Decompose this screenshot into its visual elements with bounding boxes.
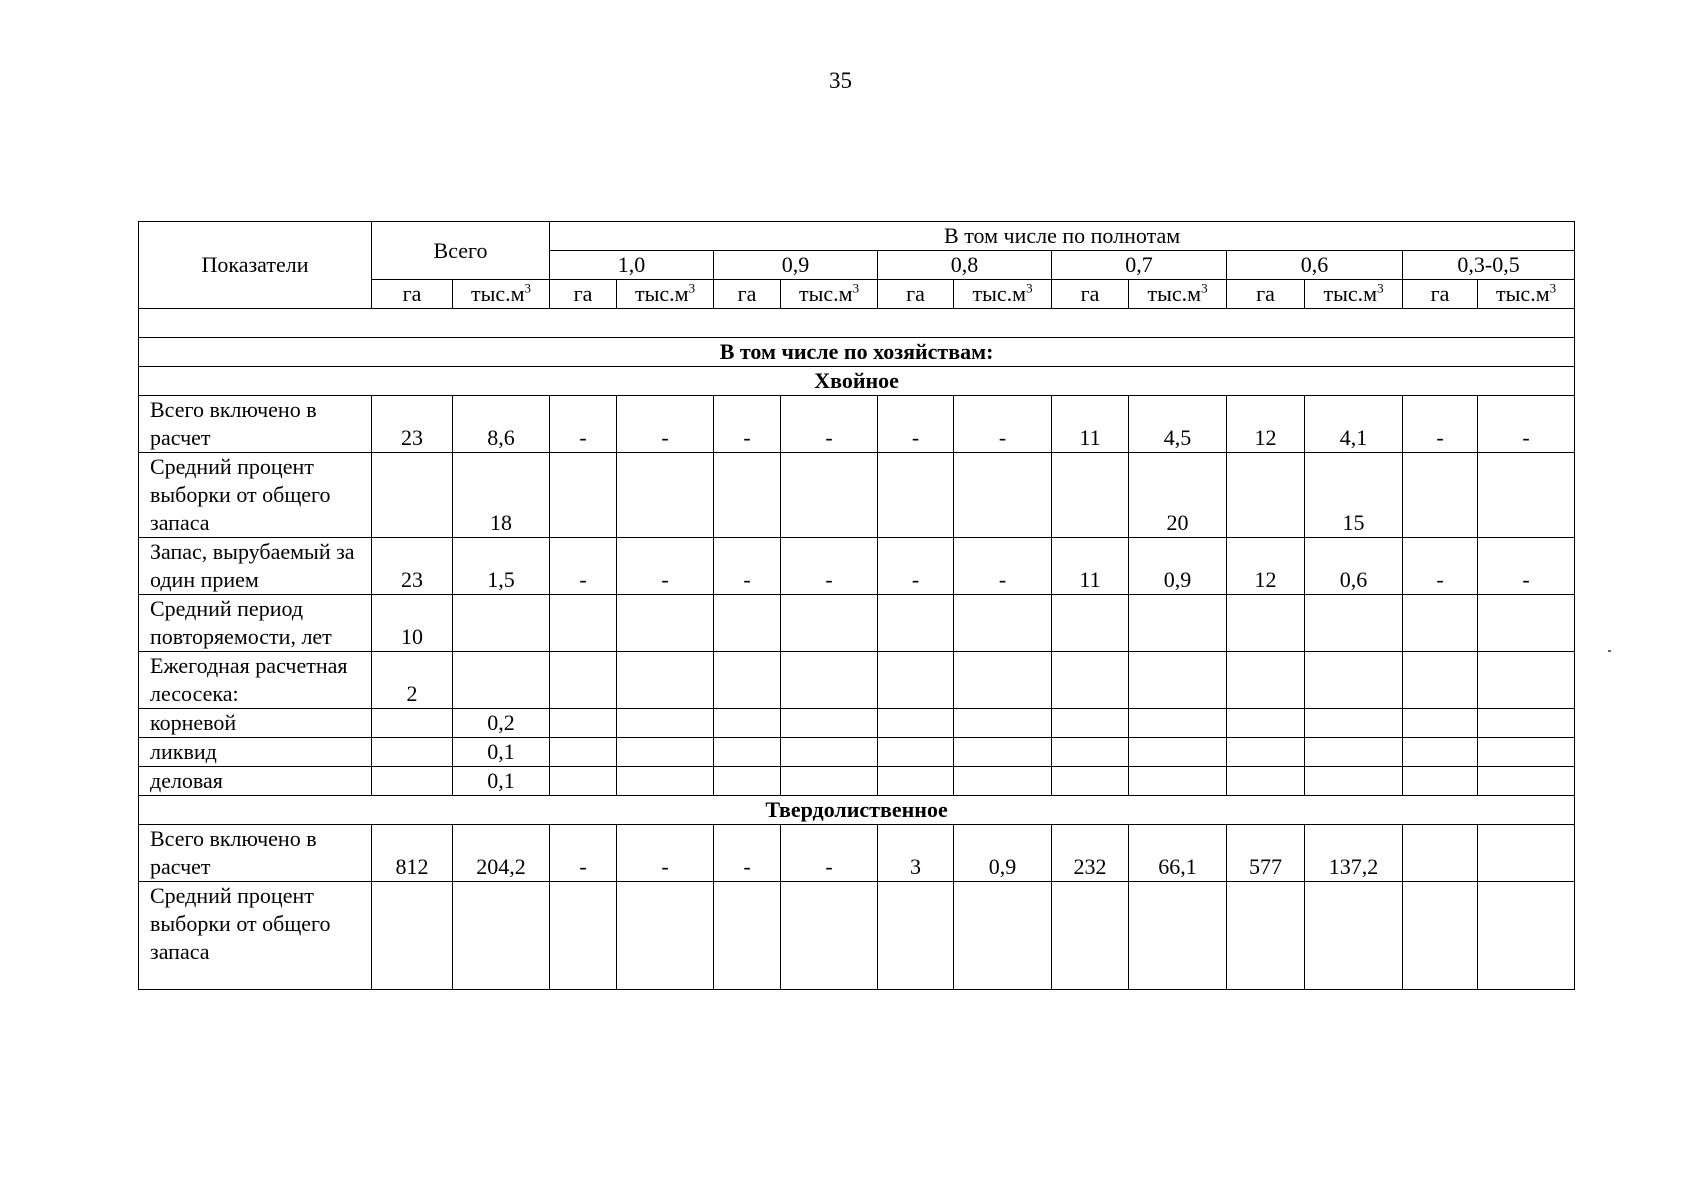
table-cell <box>617 767 714 796</box>
hardwood-body <box>139 825 1575 990</box>
table-cell <box>878 738 954 767</box>
table-cell <box>781 652 878 709</box>
table-cell: 10 <box>372 595 453 652</box>
table-cell: - <box>714 396 781 453</box>
row-label: Всего включено в расчет <box>139 825 372 882</box>
table-cell <box>1052 709 1129 738</box>
table-cell <box>1403 652 1478 709</box>
table-cell <box>1052 595 1129 652</box>
table-cell <box>878 882 954 990</box>
table-cell: 0,6 <box>1305 538 1403 595</box>
unit-ha: га <box>878 280 954 309</box>
section-by-farms: В том числе по хозяйствам: <box>139 338 1575 367</box>
table-cell <box>1052 652 1129 709</box>
table-cell: 12 <box>1227 396 1305 453</box>
table-cell <box>714 882 781 990</box>
table-cell: - <box>878 538 954 595</box>
table-cell: - <box>1478 396 1575 453</box>
table-row <box>139 453 1575 538</box>
table-row <box>139 825 1575 882</box>
table-row <box>139 767 1575 796</box>
table-cell <box>1227 767 1305 796</box>
table-cell <box>372 738 453 767</box>
table-cell <box>550 738 617 767</box>
table-cell <box>954 453 1052 538</box>
table-cell: 2 <box>372 652 453 709</box>
table-cell: - <box>781 538 878 595</box>
table-cell <box>1129 882 1227 990</box>
table-cell: - <box>1478 538 1575 595</box>
table-cell: 23 <box>372 538 453 595</box>
unit-ha: га <box>372 280 453 309</box>
table-cell: 204,2 <box>453 825 550 882</box>
table-cell: 0,1 <box>453 738 550 767</box>
table-cell <box>1305 767 1403 796</box>
table-cell <box>372 453 453 538</box>
table-cell <box>1478 738 1575 767</box>
table-cell <box>550 767 617 796</box>
table-cell: 232 <box>1052 825 1129 882</box>
scan-speck <box>1608 650 1611 652</box>
table-cell <box>878 652 954 709</box>
row-label: Средний процент выборки от общего запаса <box>139 882 372 990</box>
table-cell <box>1227 453 1305 538</box>
table-cell <box>1227 709 1305 738</box>
table-cell <box>954 652 1052 709</box>
table-cell <box>1305 595 1403 652</box>
row-label: Средний процент выборки от общего запаса <box>139 453 372 538</box>
table-cell <box>1227 738 1305 767</box>
table-row <box>139 595 1575 652</box>
unit-volume: $тыс.м^3$ <box>1478 280 1575 309</box>
header-indicators: Показатели <box>139 222 372 309</box>
table-cell <box>954 738 1052 767</box>
table-cell <box>453 652 550 709</box>
table-cell <box>1052 453 1129 538</box>
table-cell <box>954 595 1052 652</box>
table-cell: - <box>617 538 714 595</box>
row-label: Запас, вырубаемый за один прием <box>139 538 372 595</box>
table-cell <box>372 709 453 738</box>
table-cell: 8,6 <box>453 396 550 453</box>
table-cell: 23 <box>372 396 453 453</box>
unit-ha: га <box>1403 280 1478 309</box>
row-label: ликвид <box>139 738 372 767</box>
table-cell <box>1305 738 1403 767</box>
table-cell <box>1403 453 1478 538</box>
table-cell <box>372 767 453 796</box>
table-cell <box>714 738 781 767</box>
table-cell <box>550 882 617 990</box>
header-by-density: В том числе по полнотам <box>550 222 1575 251</box>
table-cell <box>1478 882 1575 990</box>
table-cell <box>878 453 954 538</box>
density-header: 0,9 <box>714 251 878 280</box>
unit-ha: га <box>1227 280 1305 309</box>
unit-volume: $тыс.м^3$ <box>781 280 878 309</box>
table-cell <box>714 709 781 738</box>
table-cell <box>617 709 714 738</box>
section-coniferous: Хвойное <box>139 367 1575 396</box>
table-cell <box>1305 652 1403 709</box>
table-cell: - <box>617 825 714 882</box>
table-cell <box>617 453 714 538</box>
table-cell: - <box>954 538 1052 595</box>
table-cell <box>878 709 954 738</box>
density-header: 1,0 <box>550 251 714 280</box>
table-cell <box>453 882 550 990</box>
table-cell <box>878 767 954 796</box>
table-cell <box>1478 652 1575 709</box>
density-header: 0,8 <box>878 251 1052 280</box>
unit-volume: $тыс.м^3$ <box>1129 280 1227 309</box>
table-cell <box>714 767 781 796</box>
table-cell <box>1403 709 1478 738</box>
table-cell <box>1403 738 1478 767</box>
table-cell <box>1305 882 1403 990</box>
table-cell: - <box>1403 396 1478 453</box>
table-cell: 0,1 <box>453 767 550 796</box>
table-cell <box>1305 709 1403 738</box>
row-label: Средний период повторяемости, лет <box>139 595 372 652</box>
row-label: деловая <box>139 767 372 796</box>
table-row <box>139 652 1575 709</box>
table-cell: 812 <box>372 825 453 882</box>
table-cell: 4,5 <box>1129 396 1227 453</box>
table-cell <box>1478 825 1575 882</box>
forest-table <box>138 221 1575 990</box>
table-cell <box>1052 882 1129 990</box>
table-cell <box>453 595 550 652</box>
table-cell: 3 <box>878 825 954 882</box>
table-row <box>139 738 1575 767</box>
table-cell <box>1129 595 1227 652</box>
row-label: корневой <box>139 709 372 738</box>
density-header: 0,6 <box>1227 251 1403 280</box>
table-cell: - <box>550 396 617 453</box>
table-cell <box>550 652 617 709</box>
table-cell <box>1227 595 1305 652</box>
table-cell <box>781 709 878 738</box>
table-cell <box>714 453 781 538</box>
table-row <box>139 709 1575 738</box>
table-cell <box>550 595 617 652</box>
unit-volume: $тыс.м^3$ <box>954 280 1052 309</box>
table-cell <box>954 882 1052 990</box>
table-cell: - <box>617 396 714 453</box>
table-cell: 577 <box>1227 825 1305 882</box>
table-cell: - <box>954 396 1052 453</box>
table-cell: - <box>550 538 617 595</box>
table-cell: 18 <box>453 453 550 538</box>
table-cell: 137,2 <box>1305 825 1403 882</box>
table-cell: - <box>714 825 781 882</box>
table-cell <box>1478 453 1575 538</box>
table-cell <box>1403 595 1478 652</box>
table-cell <box>781 453 878 538</box>
table-cell <box>1129 767 1227 796</box>
table-cell <box>1052 738 1129 767</box>
table-cell <box>954 709 1052 738</box>
table-cell <box>1478 595 1575 652</box>
page-number: 35 <box>829 68 852 93</box>
table-cell: - <box>714 538 781 595</box>
table-row <box>139 882 1575 990</box>
table-cell: 11 <box>1052 538 1129 595</box>
table-cell: 0,2 <box>453 709 550 738</box>
table-cell: - <box>550 825 617 882</box>
table-cell <box>954 767 1052 796</box>
table-cell: 12 <box>1227 538 1305 595</box>
table-cell <box>1129 738 1227 767</box>
table-cell <box>714 652 781 709</box>
table-cell <box>1403 767 1478 796</box>
row-label: Ежегодная расчетная лесосека: <box>139 652 372 709</box>
table-cell: 11 <box>1052 396 1129 453</box>
table-cell <box>781 738 878 767</box>
unit-volume: $тыс.м^3$ <box>617 280 714 309</box>
table-cell <box>878 595 954 652</box>
unit-volume: $тыс.м^3$ <box>453 280 550 309</box>
unit-volume: $тыс.м^3$ <box>1305 280 1403 309</box>
table-cell: - <box>878 396 954 453</box>
unit-ha: га <box>714 280 781 309</box>
coniferous-body <box>139 396 1575 796</box>
unit-ha: га <box>1052 280 1129 309</box>
table-cell <box>617 882 714 990</box>
table-cell <box>1129 652 1227 709</box>
table-cell <box>550 453 617 538</box>
unit-ha: га <box>550 280 617 309</box>
table-cell: 0,9 <box>954 825 1052 882</box>
density-header: 0,7 <box>1052 251 1227 280</box>
section-hardwood: Твердолиственное <box>139 796 1575 825</box>
table-row <box>139 396 1575 453</box>
table-cell <box>1227 882 1305 990</box>
table-cell <box>1478 709 1575 738</box>
table-cell <box>372 882 453 990</box>
table-cell <box>617 738 714 767</box>
table-cell <box>1478 767 1575 796</box>
table-cell: 1,5 <box>453 538 550 595</box>
table-cell <box>1129 709 1227 738</box>
density-header: 0,3-0,5 <box>1403 251 1575 280</box>
table-cell <box>714 595 781 652</box>
table-cell: 4,1 <box>1305 396 1403 453</box>
table-cell <box>781 595 878 652</box>
row-label: Всего включено в расчет <box>139 396 372 453</box>
table-cell <box>550 709 617 738</box>
table-cell: 0,9 <box>1129 538 1227 595</box>
table-cell <box>1052 767 1129 796</box>
header-total: Всего <box>372 222 550 280</box>
table-cell <box>617 595 714 652</box>
table-cell: - <box>1403 538 1478 595</box>
table-cell <box>1403 882 1478 990</box>
table-row <box>139 538 1575 595</box>
table-cell: - <box>781 825 878 882</box>
table-cell <box>617 652 714 709</box>
table-cell: 20 <box>1129 453 1227 538</box>
table-cell <box>1403 825 1478 882</box>
table-cell <box>781 767 878 796</box>
table-cell <box>781 882 878 990</box>
table-cell: 66,1 <box>1129 825 1227 882</box>
table-cell: - <box>781 396 878 453</box>
blank-row <box>139 309 1575 338</box>
table-cell <box>1227 652 1305 709</box>
table-cell: 15 <box>1305 453 1403 538</box>
